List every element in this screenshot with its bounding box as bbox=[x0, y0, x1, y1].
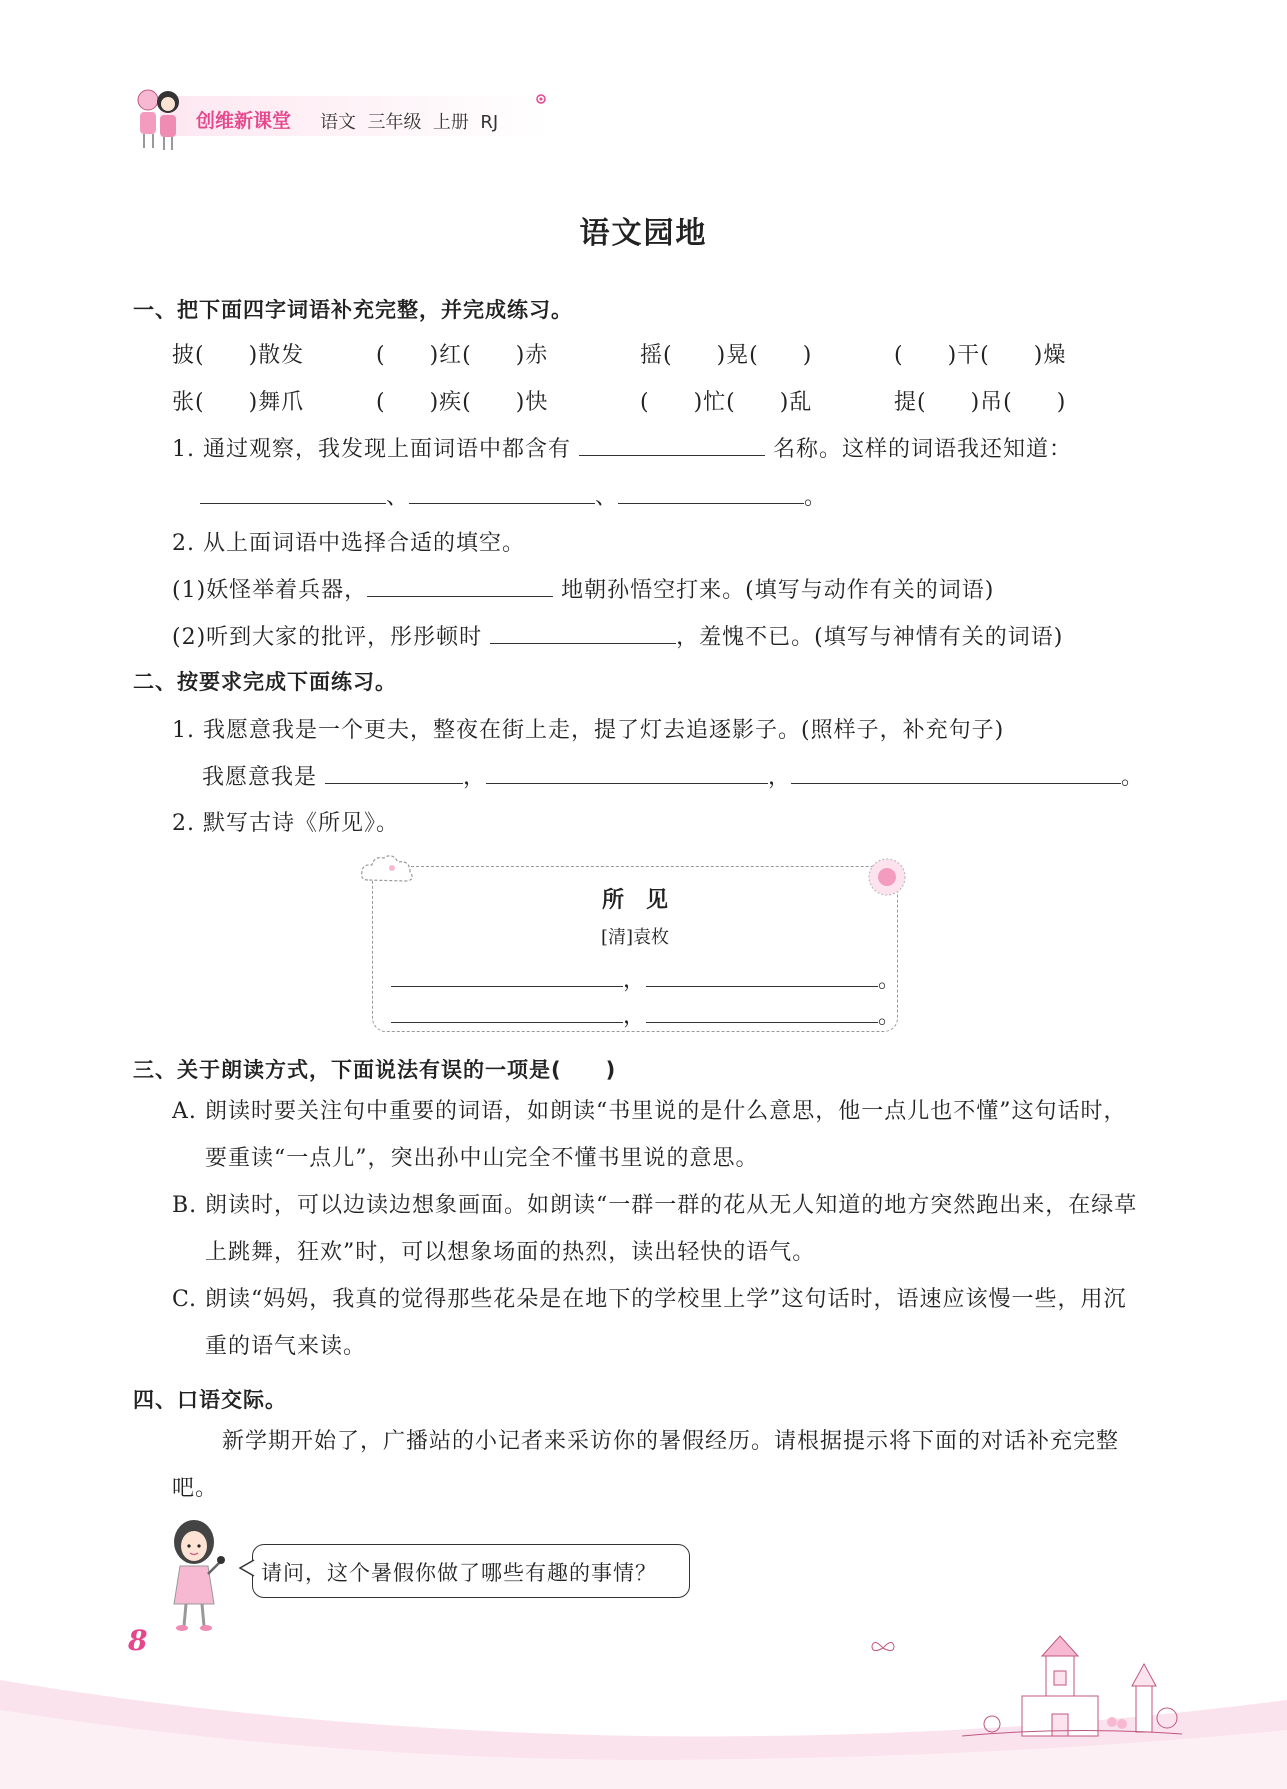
flower-icon bbox=[532, 90, 550, 108]
answer-blank[interactable] bbox=[791, 761, 1121, 784]
answer-blank[interactable] bbox=[367, 574, 553, 597]
girl-reporter-illustration bbox=[160, 1516, 232, 1636]
option-text: 朗读时要关注句中重要的词语，如朗读“书里说的是什么意思，他一点儿也不懂”这句话时，要重读“一点儿”，突出孙中山完全不懂书里说的意思。 bbox=[205, 1099, 1127, 1171]
answer-blank[interactable] bbox=[646, 1000, 878, 1023]
section-2-title: 二、按要求完成下面练习。 bbox=[133, 670, 397, 694]
idiom-item: ( )红( )赤 bbox=[376, 343, 549, 368]
s2-q1: 1. 我愿意我是一个更夫，整夜在街上走，提了灯去追逐影子。(照样子，补充句子) bbox=[172, 718, 1005, 743]
poem-author: [清]袁枚 bbox=[600, 927, 670, 948]
speech-bubble bbox=[252, 1544, 690, 1598]
poem-title: 所 见 bbox=[601, 888, 668, 913]
idiom-item: 摇( )晃( ) bbox=[640, 343, 813, 368]
option-c[interactable] bbox=[172, 1276, 1142, 1370]
idiom-item: ( )忙( )乱 bbox=[640, 390, 813, 415]
section-3-title: 三、关于朗读方式，下面说法有误的一项是( ) bbox=[133, 1058, 617, 1082]
idiom-item: ( )疾( )快 bbox=[376, 390, 549, 415]
idiom-item: 提( )吊( ) bbox=[894, 390, 1067, 415]
s2-q1-answer: 我愿意我是 ， ， 。 bbox=[202, 760, 1144, 791]
option-a[interactable] bbox=[172, 1088, 1142, 1182]
answer-blank[interactable] bbox=[391, 964, 623, 987]
answer-blank[interactable] bbox=[618, 481, 804, 504]
flower-icon bbox=[864, 854, 910, 900]
answer-blank[interactable] bbox=[200, 481, 386, 504]
castle-illustration bbox=[962, 1626, 1182, 1766]
option-b[interactable] bbox=[172, 1182, 1142, 1276]
idiom-item: 张( )舞爪 bbox=[172, 390, 305, 415]
answer-blank[interactable] bbox=[325, 761, 463, 784]
page-number: 8 bbox=[128, 1624, 148, 1657]
option-label: B. bbox=[172, 1193, 198, 1218]
header-kids-illustration bbox=[128, 82, 188, 152]
answer-blank[interactable] bbox=[409, 481, 595, 504]
s4-intro: 新学期开始了，广播站的小记者来采访你的暑假经历。请根据提示将下面的对话补充完整吧。 bbox=[172, 1429, 1120, 1501]
answer-blank[interactable] bbox=[490, 621, 676, 644]
header-subject: 语文 三年级 上册 RJ bbox=[320, 112, 499, 133]
s1-q1: 1. 通过观察，我发现上面词语中都含有 名称。这样的词语我还知道： bbox=[172, 432, 1072, 463]
answer-blank[interactable] bbox=[486, 761, 768, 784]
butterfly-icon bbox=[870, 1638, 896, 1658]
answer-blank[interactable] bbox=[391, 1000, 623, 1023]
cloud-icon bbox=[358, 850, 418, 888]
page-title: 语文园地 bbox=[579, 216, 708, 251]
poem-box bbox=[372, 866, 902, 1032]
option-text: 朗读“妈妈，我真的觉得那些花朵是在地下的学校里上学”这句话时，语速应该慢一些，用沉重的语气来读。 bbox=[205, 1287, 1127, 1359]
s2-q2: 2. 默写古诗《所见》。 bbox=[172, 811, 399, 836]
poem-line-1: ， 。 bbox=[391, 963, 901, 994]
s1-q1-blanks: 、 、 。 bbox=[200, 480, 827, 511]
option-label: C. bbox=[172, 1287, 198, 1312]
s1-q2-1: (1)妖怪举着兵器， 地朝孙悟空打来。(填写与动作有关的词语) bbox=[172, 573, 994, 604]
poem-line-2: ， 。 bbox=[391, 999, 901, 1030]
s1-q2: 2. 从上面词语中选择合适的填空。 bbox=[172, 531, 525, 556]
answer-blank[interactable] bbox=[579, 433, 765, 456]
option-label: A. bbox=[172, 1099, 197, 1124]
speech-bubble-text: 请问，这个暑假你做了哪些有趣的事情？ bbox=[261, 1561, 657, 1585]
section-4-title: 四、口语交际。 bbox=[133, 1388, 287, 1412]
answer-blank[interactable] bbox=[646, 964, 878, 987]
idiom-item: 披( )散发 bbox=[172, 343, 305, 368]
section-1-title: 一、把下面四字词语补充完整，并完成练习。 bbox=[133, 298, 573, 322]
idiom-item: ( )干( )燥 bbox=[894, 343, 1067, 368]
s1-q2-2: (2)听到大家的批评，彤彤顿时 ，羞愧不已。(填写与神情有关的词语) bbox=[172, 620, 1063, 651]
speech-bubble-tail bbox=[238, 1558, 256, 1578]
header-brand-a: 创维 bbox=[196, 110, 235, 132]
option-text: 朗读时，可以边读边想象画面。如朗读“一群一群的花从无人知道的地方突然跑出来，在绿草上跳舞，狂欢”时，可以想象场面的热烈，读出轻快的语气。 bbox=[205, 1193, 1138, 1265]
header-banner bbox=[120, 82, 550, 152]
header-brand-b: 新课堂 bbox=[234, 110, 292, 132]
